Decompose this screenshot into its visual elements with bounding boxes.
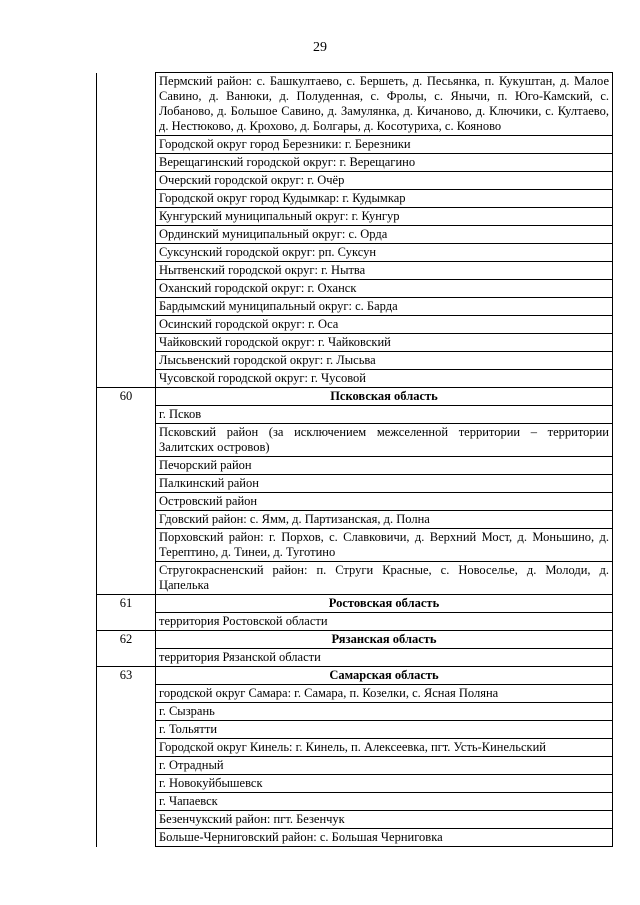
region-number [97, 73, 156, 388]
territory-row [97, 562, 613, 595]
territory-row [97, 475, 613, 493]
territory-entry: Верещагинский городской округ: г. Верещагино [156, 154, 613, 172]
page-number: 29 [313, 40, 327, 55]
territory-entry: Суксунский городской округ: рп. Суксун [156, 244, 613, 262]
territory-row [97, 172, 613, 190]
region-number: 61 [97, 595, 156, 631]
region-name: Псковская область [156, 388, 613, 406]
territory-entry: Островский район [156, 493, 613, 511]
territory-row [97, 457, 613, 475]
territory-row [97, 352, 613, 370]
territory-row [97, 280, 613, 298]
territory-entry: г. Тольятти [156, 721, 613, 739]
territory-row [97, 73, 613, 136]
region-name: Рязанская область [156, 631, 613, 649]
territory-row [97, 811, 613, 829]
territory-entry: г. Чапаевск [156, 793, 613, 811]
territory-entry: Чайковский городской округ: г. Чайковский [156, 334, 613, 352]
territory-entry: территория Рязанской области [156, 649, 613, 667]
territory-entry: Больше-Черниговский район: с. Большая Черниговка [156, 829, 613, 847]
territory-row [97, 136, 613, 154]
territory-entry: Псковский район (за исключением межселенной территории – территории Залитских островов) [156, 424, 613, 457]
territory-row [97, 703, 613, 721]
territory-row [97, 829, 613, 847]
territory-row [97, 721, 613, 739]
territory-entry: Осинский городской округ: г. Оса [156, 316, 613, 334]
territory-entry: г. Сызрань [156, 703, 613, 721]
territory-entry: Порховский район: г. Порхов, с. Славковичи, д. Верхний Мост, д. Моньшино, д. Терептино, д. Тинеи, д. Туготино [156, 529, 613, 562]
region-header-row [97, 388, 613, 406]
territory-entry: г. Новокуйбышевск [156, 775, 613, 793]
territory-row [97, 154, 613, 172]
region-number: 62 [97, 631, 156, 667]
territory-row [97, 316, 613, 334]
territory-entry: городской округ Самара: г. Самара, п. Козелки, с. Ясная Поляна [156, 685, 613, 703]
territory-entry: Пермский район: с. Башкултаево, с. Бершеть, д. Песьянка, п. Кукуштан, д. Малое Савино, д. Ванюки, д. Полуденная, с. Фролы, с. Янычи, п. Юго-Камский, с. Лобаново, д. Большое Савино, д. Замулянка, д. Кичаново, д. Ключики, с. Култаево, д. Нестюково, д. Крохово, д. Болгары, д. Косотуриха, с. Кояново [156, 73, 613, 136]
territory-entry: Очерский городской округ: г. Очёр [156, 172, 613, 190]
territory-entry: Лысьвенский городской округ: г. Лысьва [156, 352, 613, 370]
region-header-row [97, 631, 613, 649]
territory-entry: Городской округ Кинель: г. Кинель, п. Алексеевка, пгт. Усть-Кинельский [156, 739, 613, 757]
territory-row [97, 685, 613, 703]
region-header-row [97, 595, 613, 613]
territory-row [97, 370, 613, 388]
territory-entry: Гдовский район: с. Ямм, д. Партизанская, д. Полна [156, 511, 613, 529]
territory-row [97, 190, 613, 208]
territory-entry: Городской округ город Кудымкар: г. Кудымкар [156, 190, 613, 208]
territory-row [97, 649, 613, 667]
territory-entry: г. Псков [156, 406, 613, 424]
territory-entry: Стругокрасненский район: п. Струги Красные, с. Новоселье, д. Молоди, д. Цапелька [156, 562, 613, 595]
territory-row [97, 424, 613, 457]
region-name: Самарская область [156, 667, 613, 685]
territory-entry: Нытвенский городской округ: г. Нытва [156, 262, 613, 280]
territory-row [97, 262, 613, 280]
territory-row [97, 613, 613, 631]
territory-entry: Печорский район [156, 457, 613, 475]
territory-row [97, 244, 613, 262]
territory-entry: Бардымский муниципальный округ: с. Барда [156, 298, 613, 316]
territory-row [97, 226, 613, 244]
territory-entry: Ординский муниципальный округ: с. Орда [156, 226, 613, 244]
region-number: 60 [97, 388, 156, 595]
territory-entry: г. Отрадный [156, 757, 613, 775]
territory-row [97, 334, 613, 352]
region-number: 63 [97, 667, 156, 847]
territory-entry: Городской округ город Березники: г. Березники [156, 136, 613, 154]
territory-entry: территория Ростовской области [156, 613, 613, 631]
region-name: Ростовская область [156, 595, 613, 613]
territory-row [97, 493, 613, 511]
territory-row [97, 208, 613, 226]
region-header-row [97, 667, 613, 685]
territory-entry: Палкинский район [156, 475, 613, 493]
territory-row [97, 511, 613, 529]
territory-table [96, 72, 613, 847]
territory-row [97, 406, 613, 424]
territory-entry: Безенчукский район: пгт. Безенчук [156, 811, 613, 829]
territory-row [97, 757, 613, 775]
territory-row [97, 529, 613, 562]
territory-row [97, 298, 613, 316]
territory-entry: Оханский городской округ: г. Оханск [156, 280, 613, 298]
territory-entry: Чусовской городской округ: г. Чусовой [156, 370, 613, 388]
territory-entry: Кунгурский муниципальный округ: г. Кунгур [156, 208, 613, 226]
territory-row [97, 793, 613, 811]
territory-row [97, 775, 613, 793]
territory-row [97, 739, 613, 757]
